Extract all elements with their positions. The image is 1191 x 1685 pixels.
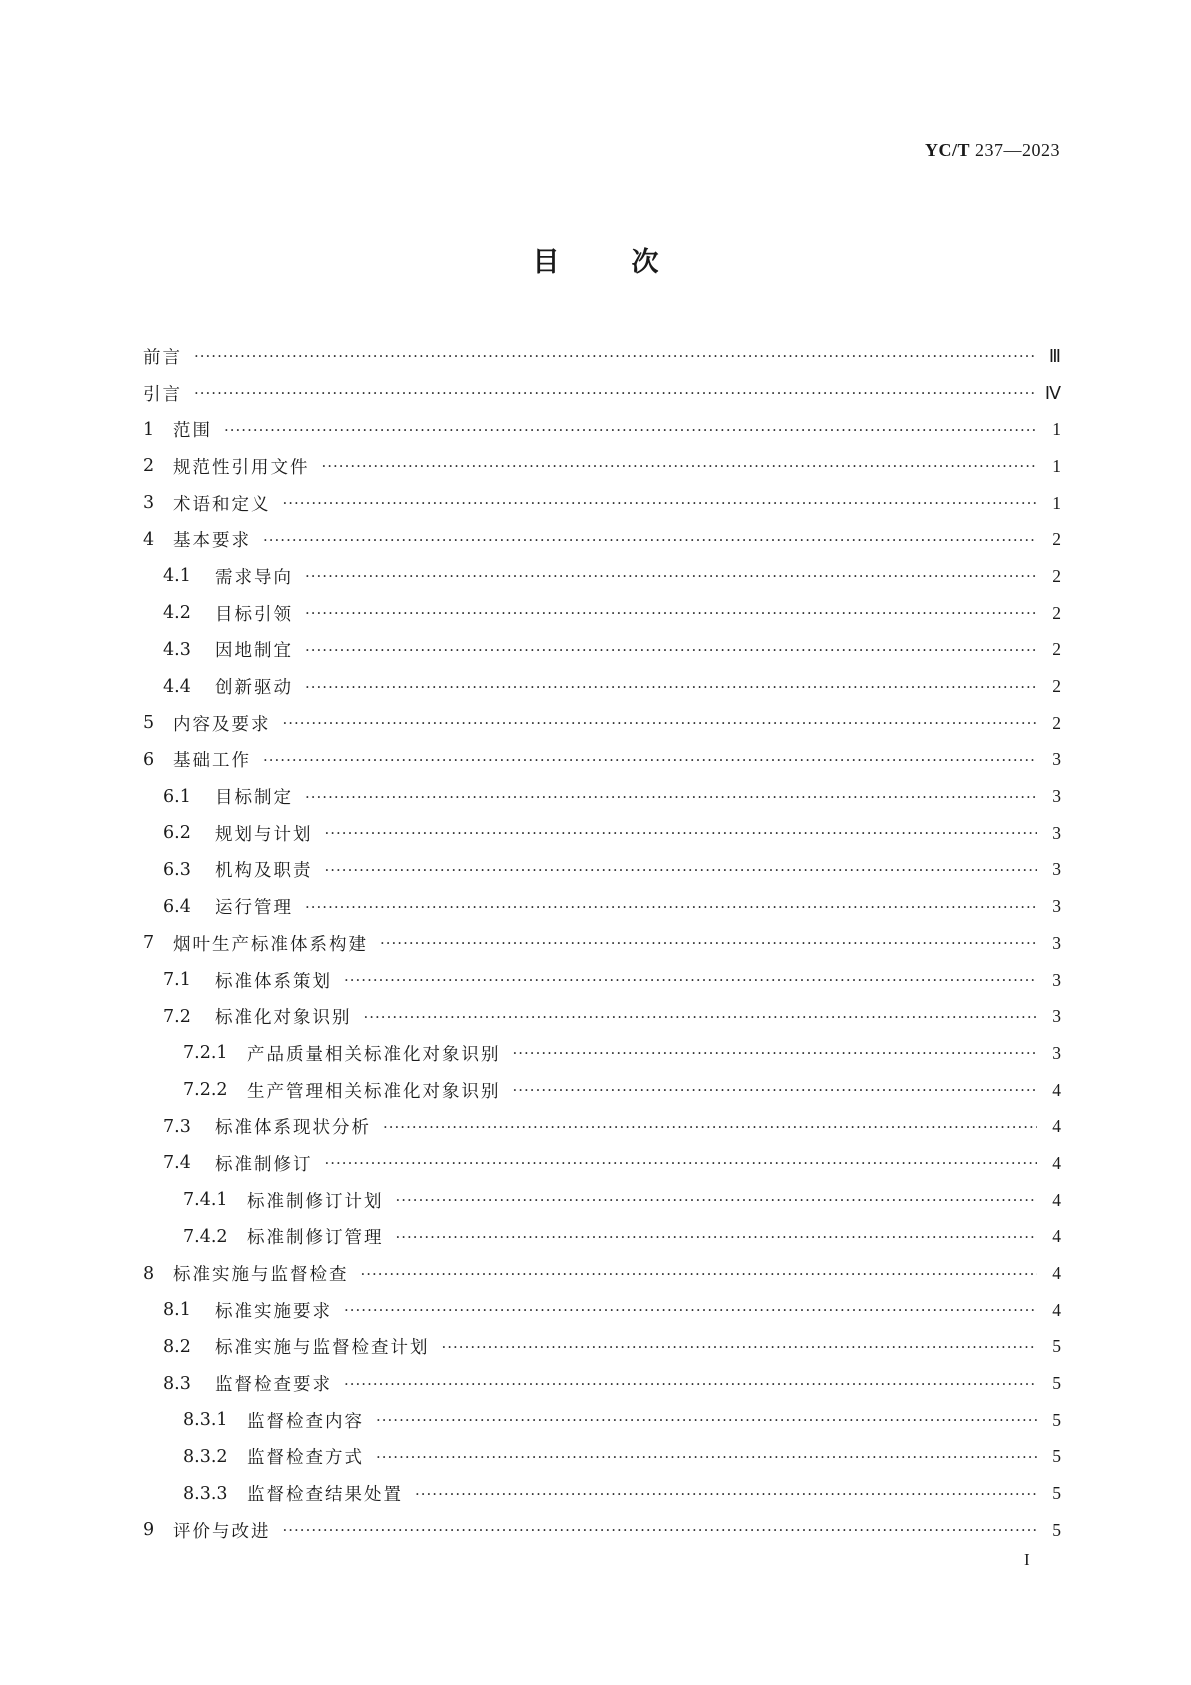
toc-entry-label: 评价与改进: [173, 1521, 271, 1542]
toc-entry-page: 1: [1052, 455, 1061, 476]
toc-entry-number: 6.3: [163, 859, 191, 880]
toc-dot-leader: [376, 1411, 1037, 1429]
toc-entry-number: 7.4.1: [183, 1190, 228, 1211]
toc-entry-number: 8: [143, 1263, 155, 1284]
toc-dot-leader: [513, 1044, 1038, 1062]
toc-entry-label: 范围: [173, 421, 212, 442]
toc-dot-leader: [364, 1008, 1038, 1026]
toc-entry-number: 4.3: [163, 639, 191, 660]
toc-dot-leader: [383, 1118, 1037, 1136]
toc-entry-number: 7.3: [163, 1116, 191, 1137]
toc-dot-leader: [305, 898, 1037, 916]
toc-entry-number: 8.3.1: [183, 1410, 228, 1431]
toc-entry-page: 5: [1052, 1519, 1061, 1540]
toc-entry-label: 标准体系策划: [215, 971, 332, 992]
toc-dot-leader: [513, 1081, 1038, 1099]
toc-entry-label: 目标引领: [215, 604, 293, 625]
toc-entry[interactable]: [143, 1219, 1061, 1256]
toc-entry[interactable]: [143, 998, 1061, 1035]
toc-entry-label: 内容及要求: [173, 714, 271, 735]
toc-entry-label: 运行管理: [215, 898, 293, 919]
toc-entry-page: 2: [1052, 565, 1061, 586]
toc-dot-leader: [305, 788, 1037, 806]
toc-dot-leader: [344, 1375, 1037, 1393]
page-title: [0, 240, 1191, 279]
toc-entry-number: 7.2.2: [183, 1080, 228, 1101]
toc-entry-label: 监督检查结果处置: [247, 1485, 403, 1506]
toc-entry-number: 6.2: [163, 823, 191, 844]
toc-entry-page: 2: [1052, 529, 1061, 550]
toc-entry-label: 创新驱动: [215, 678, 293, 699]
standard-number: 237—2023: [975, 140, 1060, 160]
toc-entry-page: 3: [1052, 859, 1061, 880]
standard-code: [925, 140, 1060, 161]
toc-entry-page: 2: [1052, 676, 1061, 697]
toc-entry-number: 4.4: [163, 676, 191, 697]
toc-entry[interactable]: [143, 375, 1061, 412]
toc-entry-number: 7.2.1: [183, 1043, 228, 1064]
toc-entry-page: 3: [1052, 749, 1061, 770]
toc-dot-leader: [442, 1338, 1038, 1356]
toc-entry-page: 3: [1052, 932, 1061, 953]
toc-dot-leader: [361, 1265, 1038, 1283]
toc-dot-leader: [344, 1301, 1037, 1319]
toc-entry-page: 5: [1052, 1336, 1061, 1357]
toc-entry[interactable]: [143, 1108, 1061, 1145]
toc-entry-page: 4: [1052, 1263, 1061, 1284]
toc-dot-leader: [283, 494, 1038, 512]
toc-entry-label: 标准实施与监督检查: [173, 1265, 349, 1286]
toc-dot-leader: [305, 604, 1037, 622]
toc-dot-leader: [283, 1521, 1038, 1539]
toc-entry-page: 4: [1052, 1116, 1061, 1137]
toc-entry-label: 规划与计划: [215, 824, 313, 845]
toc-entry[interactable]: [143, 558, 1061, 595]
toc-entry-label: 生产管理相关标准化对象识别: [247, 1081, 501, 1102]
toc-entry[interactable]: [143, 1475, 1061, 1512]
toc-entry-number: 7: [143, 933, 155, 954]
toc-entry-page: 5: [1052, 1446, 1061, 1467]
toc-entry[interactable]: [143, 1365, 1061, 1402]
toc-entry-number: 7.2: [163, 1006, 191, 1027]
title-char-2: 次: [631, 247, 659, 278]
toc-entry-page: 2: [1052, 602, 1061, 623]
toc-entry-page: 4: [1052, 1299, 1061, 1320]
toc-entry-number: 6: [143, 749, 155, 770]
toc-entry-number: 9: [143, 1520, 155, 1541]
toc-dot-leader: [325, 1154, 1038, 1172]
toc-entry-page: 1: [1052, 492, 1061, 513]
toc-entry[interactable]: [143, 852, 1061, 889]
toc-dot-leader: [415, 1485, 1037, 1503]
toc-entry-number: 5: [143, 713, 155, 734]
toc-entry[interactable]: [143, 595, 1061, 632]
toc-entry[interactable]: [143, 1512, 1061, 1549]
toc-entry-page: 4: [1052, 1226, 1061, 1247]
toc-entry-page: 3: [1052, 896, 1061, 917]
toc-entry-page: 3: [1052, 1006, 1061, 1027]
toc-entry-number: 4: [143, 529, 155, 550]
toc-entry-page: 3: [1052, 786, 1061, 807]
toc-entry[interactable]: [143, 1402, 1061, 1439]
toc-entry-page: 3: [1052, 969, 1061, 990]
toc-entry-page: 5: [1052, 1483, 1061, 1504]
toc-entry-number: 6.1: [163, 786, 191, 807]
toc-entry-page: 2: [1052, 712, 1061, 733]
footer-page-number: I: [1024, 1550, 1030, 1569]
toc-entry[interactable]: [143, 338, 1061, 375]
toc-entry[interactable]: [143, 705, 1061, 742]
toc-entry[interactable]: [143, 888, 1061, 925]
toc-dot-leader: [263, 751, 1037, 769]
toc-entry-number: 8.2: [163, 1336, 191, 1357]
toc-entry-label: 因地制宜: [215, 641, 293, 662]
title-char-1: 目: [532, 247, 560, 278]
toc-dot-leader: [344, 971, 1037, 989]
toc-entry-label: 烟叶生产标准体系构建: [173, 934, 368, 955]
toc-dot-leader: [305, 567, 1037, 585]
toc-entry-page: 4: [1052, 1152, 1061, 1173]
toc-dot-leader: [194, 347, 1037, 365]
toc-entry-number: 8.3.2: [183, 1446, 228, 1467]
standard-prefix: YC/T: [924, 140, 970, 160]
toc-entry-label: 标准制修订计划: [247, 1191, 384, 1212]
toc-entry-label: 监督检查方式: [247, 1448, 364, 1469]
toc-entry[interactable]: [143, 1292, 1061, 1329]
toc-entry-label: 监督检查内容: [247, 1411, 364, 1432]
toc-dot-leader: [224, 421, 1037, 439]
toc-dot-leader: [263, 531, 1037, 549]
toc-entry-label: 规范性引用文件: [173, 457, 310, 478]
toc-entry-page: 4: [1052, 1189, 1061, 1210]
toc-entry-label: 标准化对象识别: [215, 1008, 352, 1029]
toc-entry[interactable]: [143, 1035, 1061, 1072]
toc-entry[interactable]: [143, 668, 1061, 705]
toc-dot-leader: [396, 1228, 1038, 1246]
toc-entry[interactable]: [143, 925, 1061, 962]
toc-entry-label: 目标制定: [215, 788, 293, 809]
toc-dot-leader: [325, 824, 1038, 842]
toc-dot-leader: [283, 714, 1038, 732]
toc-entry-page: 5: [1052, 1373, 1061, 1394]
toc-dot-leader: [396, 1191, 1038, 1209]
toc-dot-leader: [325, 861, 1038, 879]
toc-entry-page: 2: [1052, 639, 1061, 660]
toc-entry[interactable]: [143, 411, 1061, 448]
table-of-contents: [143, 338, 1061, 1549]
toc-entry-label: 需求导向: [215, 567, 293, 588]
toc-entry-page: Ⅳ: [1044, 382, 1061, 403]
toc-entry-number: 2: [143, 456, 155, 477]
toc-entry-number: 6.4: [163, 896, 191, 917]
toc-dot-leader: [322, 457, 1038, 475]
toc-entry-page: 3: [1052, 1042, 1061, 1063]
toc-entry[interactable]: [143, 1182, 1061, 1219]
toc-entry[interactable]: [143, 448, 1061, 485]
toc-entry-label: 监督检查要求: [215, 1375, 332, 1396]
toc-entry-label: 产品质量相关标准化对象识别: [247, 1044, 501, 1065]
toc-entry[interactable]: [143, 632, 1061, 669]
toc-entry-label: 基础工作: [173, 751, 251, 772]
toc-entry[interactable]: [143, 1145, 1061, 1182]
toc-entry[interactable]: [143, 1439, 1061, 1476]
toc-entry-page: Ⅲ: [1048, 345, 1061, 366]
toc-dot-leader: [305, 641, 1037, 659]
toc-entry-page: 4: [1052, 1079, 1061, 1100]
toc-entry-label: 标准实施要求: [215, 1301, 332, 1322]
toc-entry-page: 1: [1052, 419, 1061, 440]
toc-entry-label: 术语和定义: [173, 494, 271, 515]
toc-entry[interactable]: [143, 742, 1061, 779]
toc-entry[interactable]: [143, 778, 1061, 815]
toc-entry-page: 3: [1052, 822, 1061, 843]
toc-entry-number: 1: [143, 419, 155, 440]
toc-entry[interactable]: [143, 1255, 1061, 1292]
toc-entry[interactable]: [143, 1072, 1061, 1109]
toc-entry[interactable]: [143, 521, 1061, 558]
toc-dot-leader: [376, 1448, 1037, 1466]
toc-entry-number: 8.3: [163, 1373, 191, 1394]
toc-entry[interactable]: [143, 815, 1061, 852]
toc-dot-leader: [380, 934, 1037, 952]
toc-entry-number: 8.1: [163, 1300, 191, 1321]
toc-entry-number: 3: [143, 493, 155, 514]
toc-entry-label: 标准制修订管理: [247, 1228, 384, 1249]
toc-entry[interactable]: [143, 485, 1061, 522]
toc-entry-label: 标准体系现状分析: [215, 1118, 371, 1139]
toc-entry-number: 4.2: [163, 603, 191, 624]
toc-dot-leader: [305, 678, 1037, 696]
toc-entry-label: 标准实施与监督检查计划: [215, 1338, 430, 1359]
toc-entry-number: 4.1: [163, 566, 191, 587]
toc-entry-page: 5: [1052, 1409, 1061, 1430]
toc-entry-number: 7.4: [163, 1153, 191, 1174]
toc-entry-label: 标准制修订: [215, 1154, 313, 1175]
toc-entry-label: 机构及职责: [215, 861, 313, 882]
toc-entry-label: 基本要求: [173, 531, 251, 552]
toc-entry-number: 8.3.3: [183, 1483, 228, 1504]
toc-entry-label: 前言: [143, 347, 182, 368]
toc-dot-leader: [194, 384, 1037, 402]
toc-entry[interactable]: [143, 1329, 1061, 1366]
toc-entry-number: 7.4.2: [183, 1226, 228, 1247]
toc-entry[interactable]: [143, 962, 1061, 999]
toc-entry-label: 引言: [143, 384, 182, 405]
toc-entry-number: 7.1: [163, 970, 191, 991]
